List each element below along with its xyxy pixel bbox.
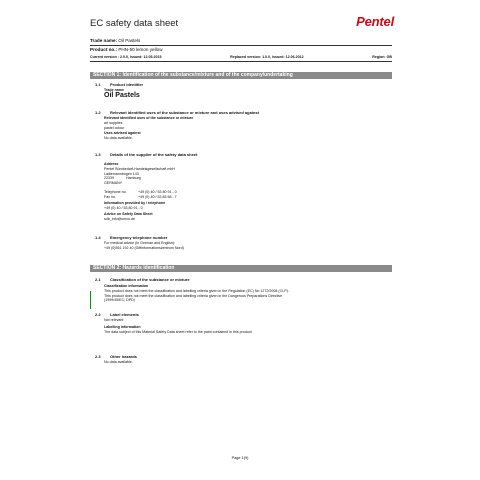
product-no-line — [90, 47, 392, 53]
identified-uses-label: Relevant identified uses of the substance or mixture — [104, 116, 194, 120]
page-number: Page 1(9) — [231, 456, 249, 460]
pentel-logo: Pentel — [356, 14, 394, 29]
trade-name-big: Oil Pastels — [104, 92, 140, 99]
section-heading: Label elements — [110, 312, 139, 317]
section-number: 1.1 — [95, 82, 101, 87]
header-rule — [90, 45, 392, 46]
use-item: pastel colour — [104, 125, 125, 130]
section-heading: Other hazards — [110, 354, 137, 359]
info-provided-value: +49 (0) 40 / 53 80 91 - 0 — [104, 205, 143, 210]
section-heading: Classification of the substance or mixture — [110, 277, 190, 282]
product-no-value: PHN-50 lemon yellow — [118, 47, 163, 52]
emergency-line: For medical advice (in German and English): — [104, 241, 176, 245]
classification-line: (1999/45/EC; DPD) — [104, 298, 135, 302]
telephone-label: Telephone no. — [104, 190, 127, 194]
replaced-version: Replaced version: 1.0.0, issued: 12.06.2012 — [230, 55, 304, 59]
section-number: 2.3 — [95, 354, 101, 359]
address-line: GERMANY — [104, 180, 123, 185]
uses-advised-value: No data available. — [104, 135, 133, 140]
labelling-info-label: Labelling information — [104, 325, 141, 329]
document-title: EC safety data sheet — [90, 18, 179, 29]
section-number: 2.1 — [95, 277, 101, 282]
address-line: Pentel Bürobedarf-Handelsgesellschaft mbH — [104, 167, 175, 171]
section-heading: Relevant identified uses of the substance or mixture and uses advised against — [110, 110, 259, 115]
section-heading: Product identifier — [110, 82, 144, 87]
section-number: 1.3 — [95, 152, 101, 157]
classification-line: This product does not meet the classification and labelling criteria given in the Dangerous Preparations Directive — [104, 293, 283, 298]
section-number: 1.4 — [95, 235, 101, 240]
classification-info-label: Classification information — [104, 284, 149, 288]
fax-value: +49 (0) 40 / 53 85 58 - 7 — [138, 194, 177, 199]
advice-sds-email: sdb_info@umco.de — [104, 216, 136, 221]
revision-mark — [90, 291, 91, 309]
info-provided-label: Information provided by / telephone — [104, 201, 166, 205]
region: Region: GB — [372, 55, 392, 59]
city: Hamburg — [126, 176, 141, 180]
section-2-header: SECTION 2: Hazards identification — [90, 265, 392, 272]
trade-name-line — [90, 38, 392, 44]
version-rule — [90, 61, 392, 62]
section-number: 2.2 — [95, 312, 101, 317]
fax-line — [104, 195, 379, 199]
trade-name-value: Oil Pastels — [118, 38, 141, 43]
advice-sds-label: Advice on Safety Data Sheet — [104, 212, 153, 216]
trade-name-label: Trade name: — [90, 38, 118, 43]
version-line — [90, 55, 392, 59]
section-heading: Details of the supplier of the safety data sheet — [110, 152, 198, 157]
other-hazards-value: No data available. — [104, 360, 133, 364]
labelling-info-value: The data subject of this Material Safety Data sheet refer to the paint contained in this product. — [104, 330, 253, 334]
uses-advised-label: Uses advised against — [104, 131, 141, 135]
classification-line: This product does not meet the classification and labelling criteria given in the Regulation (EC) No 1272/2008 (CLP). — [104, 289, 289, 293]
postcode: 22339 — [104, 176, 114, 180]
telephone-value: +49 (0) 40 / 53 80 91 - 0 — [138, 190, 177, 194]
use-item: art supplies — [104, 121, 123, 125]
section-number: 1.2 — [95, 110, 101, 115]
fax-label: Fax no. — [104, 194, 116, 199]
section-1-header: SECTION 1: Identification of the substance/mixture and of the company/undertaking — [90, 72, 392, 79]
safety-data-sheet-page — [80, 0, 400, 480]
label-elements-value: Not relevant — [104, 318, 124, 322]
trade-name-sub-label: Trade name — [104, 88, 124, 92]
product-no-label: Product no.: — [90, 47, 118, 52]
address-label: Address — [104, 162, 119, 166]
current-version: Current version : 2.0.0, issued: 12.05.2015 — [90, 55, 162, 59]
address-line: Ladiemannbogen 143 — [104, 171, 139, 176]
emergency-line: +49 (0)551 192 40 (Giftinformationszentrum Nord) — [104, 245, 184, 250]
section-heading: Emergency telephone number — [110, 235, 168, 240]
